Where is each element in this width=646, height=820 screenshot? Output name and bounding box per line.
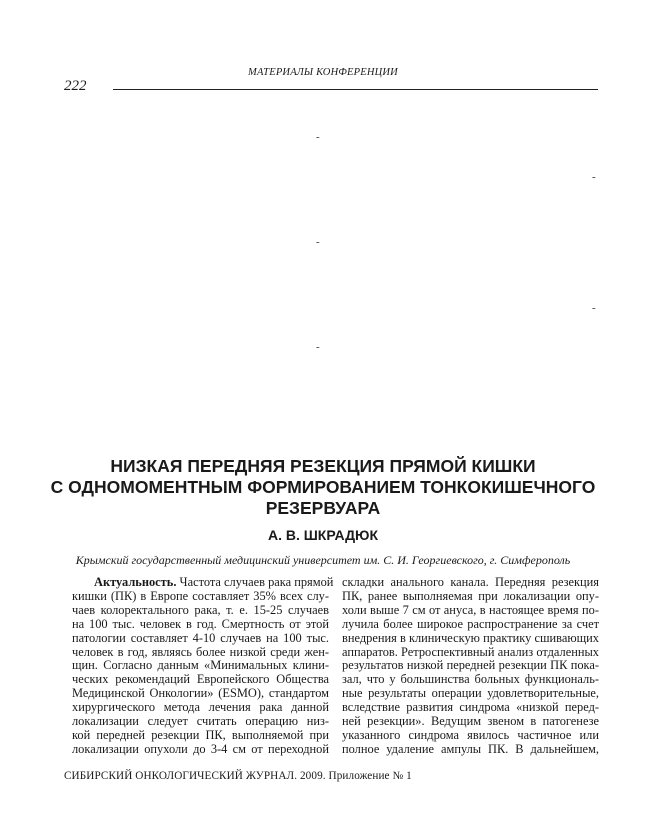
hyphen-mark: -	[316, 341, 320, 353]
affiliation: Крымский государственный медицинский университет им. С. И. Георгиевского, г. Симферополь	[75, 553, 571, 567]
article-title	[40, 456, 606, 519]
body-line: Медицинской Онкологии» (ESMO), стандартом	[72, 686, 329, 701]
body-line: аппаратов. Ретроспективный анализ отдаленных	[342, 644, 599, 659]
hyphen-mark: -	[592, 302, 596, 314]
body-line: человек в год, являясь более низкой среди жен-	[72, 644, 329, 659]
hyphen-mark: -	[316, 131, 320, 143]
body-line: результатов низкой передней резекции ПК пока-	[342, 658, 599, 673]
body-line: вследствие развития синдрома «низкой перед-	[342, 700, 599, 715]
body-line: лучила более широкое распространение за счет	[342, 616, 599, 631]
body-line: ные результаты операции удовлетворительные,	[342, 686, 599, 701]
title-line: РЕЗЕРВУАРА	[265, 498, 381, 518]
body-column-left	[72, 575, 334, 757]
body-line: полное удаление ампулы ПК. В дальнейшем,	[342, 741, 599, 756]
running-head: МАТЕРИАЛЫ КОНФЕРЕНЦИИ	[248, 67, 398, 78]
title-line: С ОДНОМОМЕНТНЫМ ФОРМИРОВАНИЕМ ТОНКОКИШЕЧНОГО	[50, 477, 596, 497]
title-line: НИЗКАЯ ПЕРЕДНЯЯ РЕЗЕКЦИЯ ПРЯМОЙ КИШКИ	[110, 456, 536, 476]
body-line: чаев колоректального рака, т. е. 15-25 случаев	[72, 602, 329, 617]
body-line: внедрения в клиническую практику сшивающих	[342, 630, 599, 645]
body-line: щин. Согласно данным «Минимальных клини-	[72, 658, 329, 673]
body-line: на 100 тыс. человек в год. Смертность от этой	[72, 616, 329, 631]
body-line: ческих рекомендаций Европейского Общества	[72, 672, 329, 687]
body-line: ней резекции». Ведущим звеном в патогенезе	[342, 714, 599, 729]
body-line: локализации следует считать операцию низ-	[72, 714, 329, 729]
body-line: хирургического метода лечения рака данной	[72, 700, 329, 715]
lead-text: Частота случаев рака прямой	[176, 575, 334, 589]
body-line: складки анального канала. Передняя резекция	[342, 575, 599, 589]
journal-footer: СИБИРСКИЙ ОНКОЛОГИЧЕСКИЙ ЖУРНАЛ. 2009. Приложение № 1	[64, 770, 412, 782]
body-line: локализации опухоли до 3-4 см от переходной	[72, 741, 329, 756]
hyphen-mark: -	[316, 236, 320, 248]
author: А. В. ШКРАДЮК	[267, 527, 379, 543]
hyphen-mark: -	[592, 171, 596, 183]
body-line: ПК, ранее выполняемая при локализации опу-	[342, 588, 599, 603]
body-line	[72, 575, 334, 590]
body-line: патологии составляет 4-10 случаев на 100 тыс.	[72, 630, 329, 645]
body-line: холи выше 7 см от ануса, в настоящее время по-	[342, 602, 599, 617]
body-line: указанного синдрома явилось частичное или	[342, 727, 599, 742]
lead-label: Актуальность.	[94, 575, 177, 589]
page-number: 222	[64, 78, 87, 94]
body-line: кишки (ПК) в Европе составляет 35% всех слу-	[72, 588, 329, 603]
body-column-right	[342, 576, 599, 757]
body-line: зал, что у большинства больных функциональ-	[342, 672, 599, 687]
body-line: кой передней резекции ПК, выполняемой при	[72, 727, 329, 742]
header-rule	[113, 89, 598, 90]
